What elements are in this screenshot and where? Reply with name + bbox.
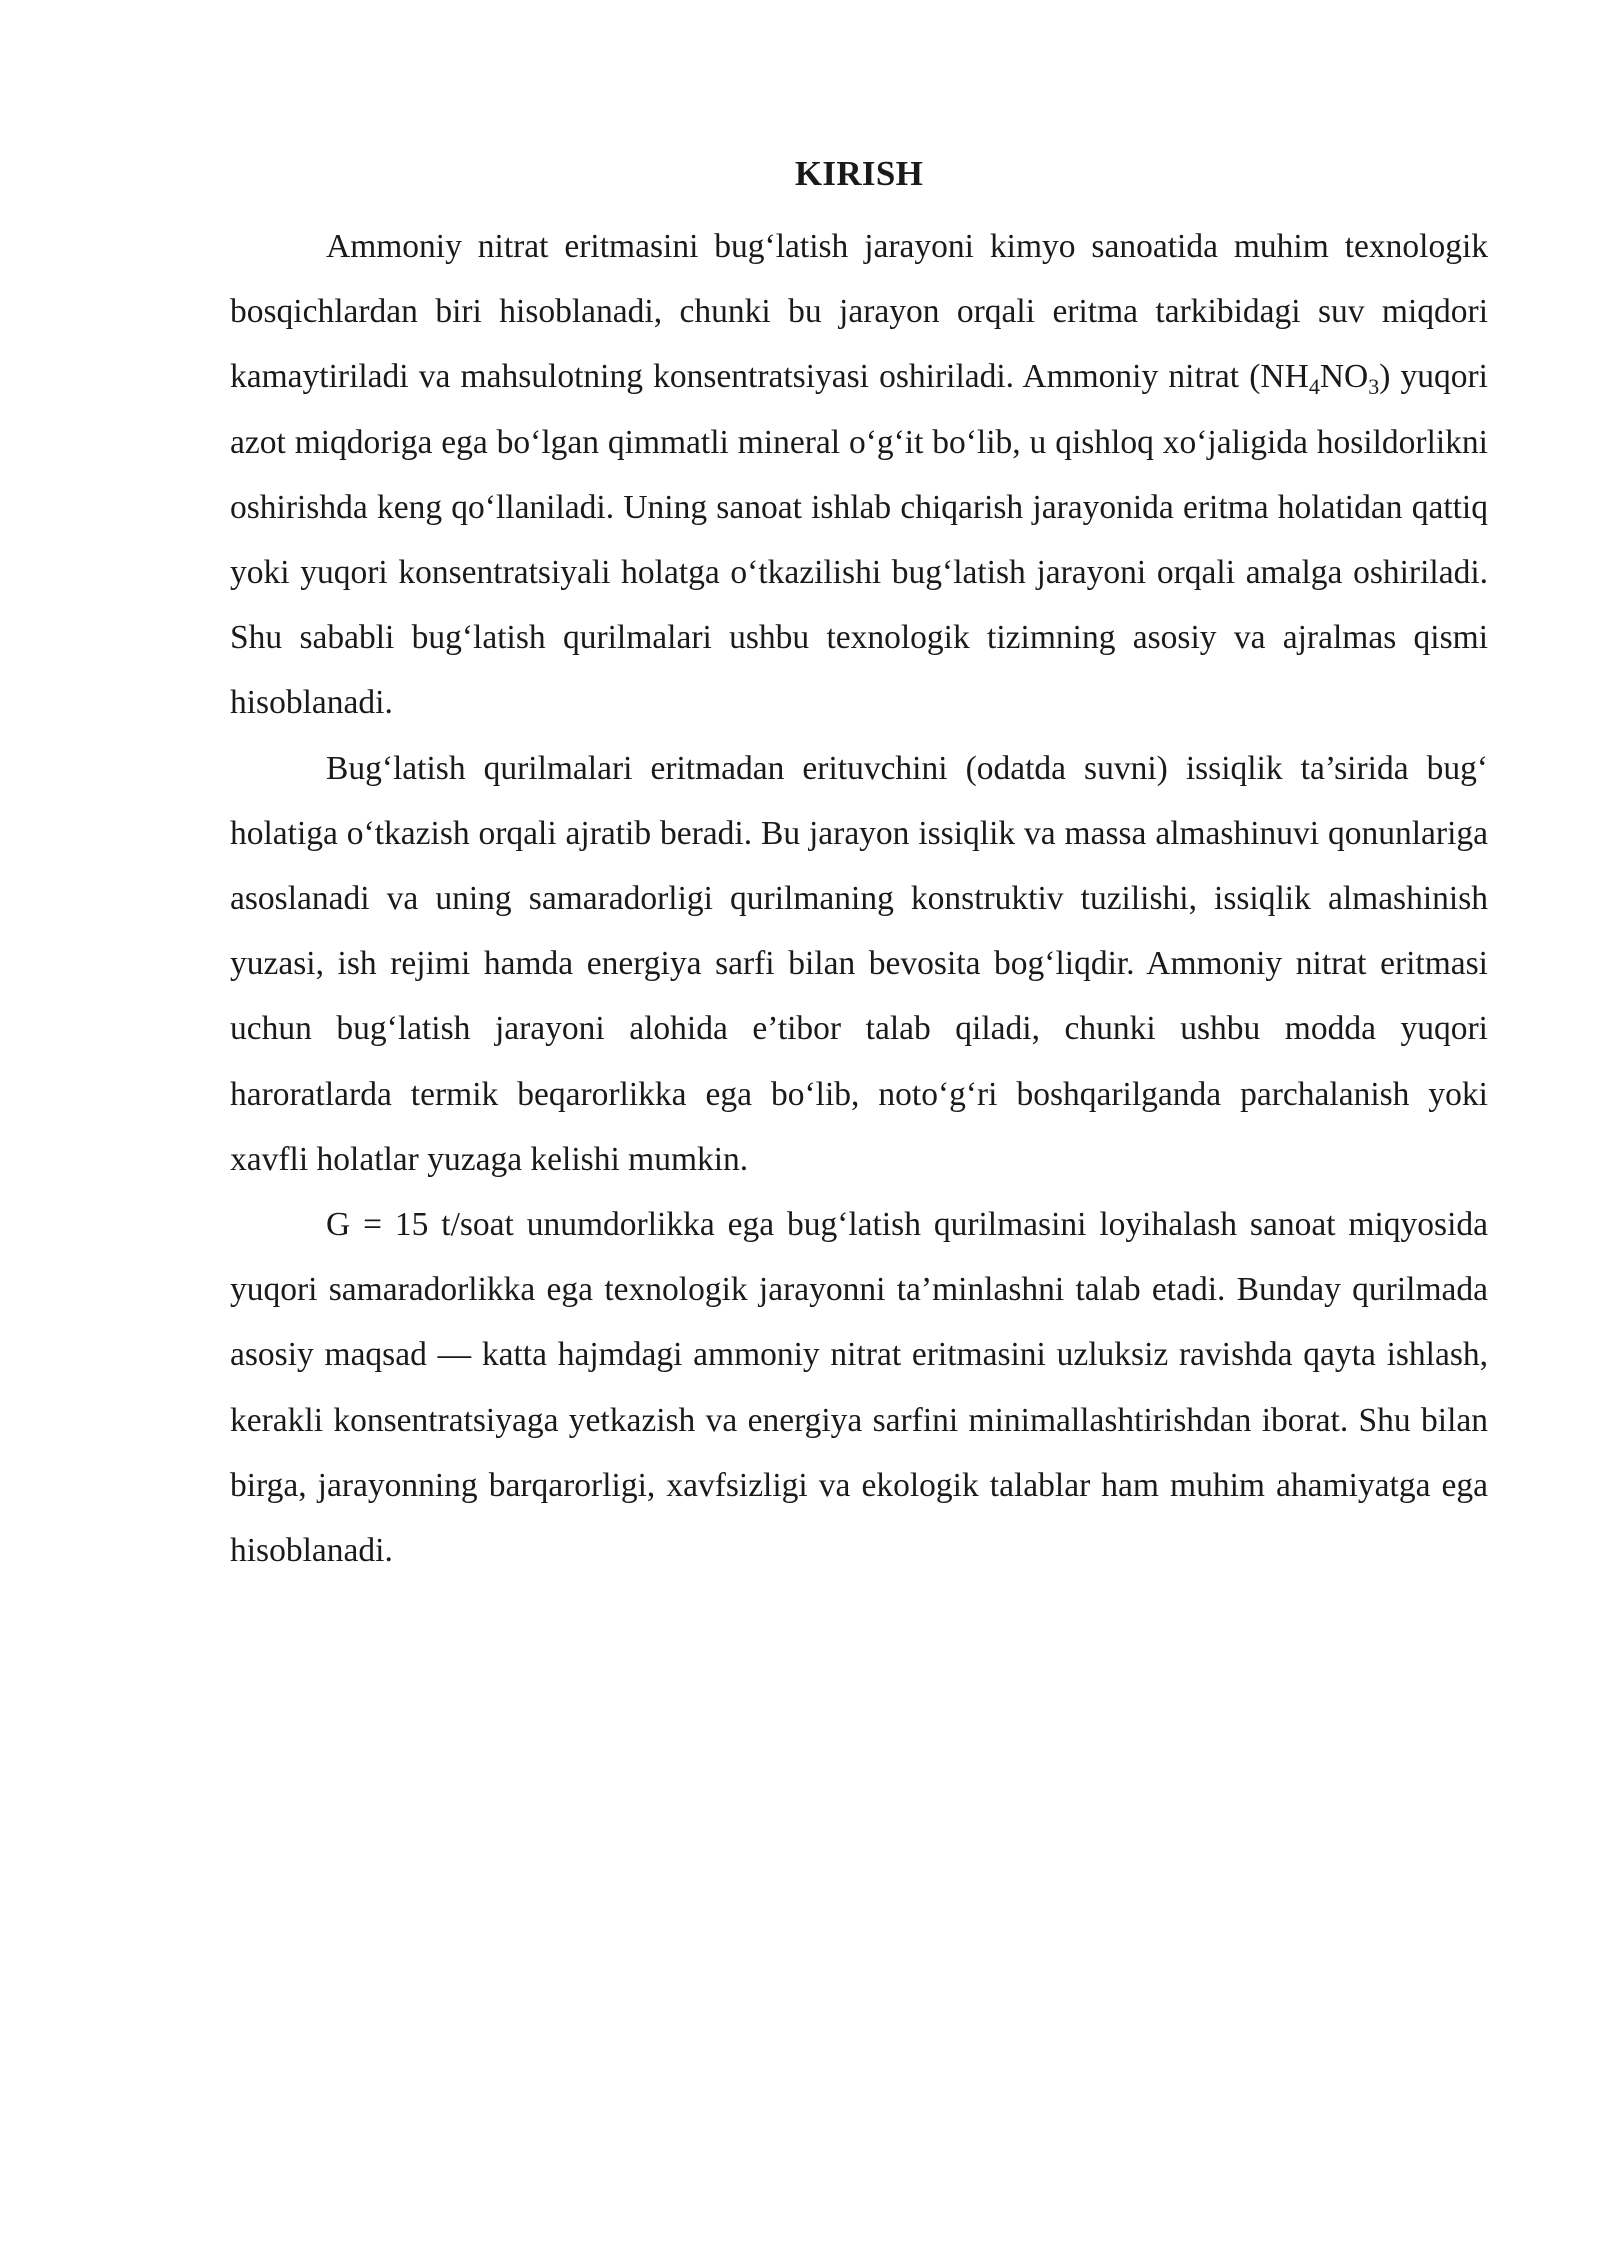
formula-subscript-4: 4 xyxy=(1308,374,1320,400)
document-page xyxy=(230,150,1488,1583)
paragraph-2: Bug‘latish qurilmalari eritmadan erituvchini (odatda suvni) issiqlik ta’sirida bug‘ holatiga o‘tkazish orqali ajratib beradi. Bu jarayon issiqlik va massa almashinuvi qonunlariga asoslanadi va uning samaradorligi qurilmaning konstruktiv tuzilishi, issiqlik almashinish yuzasi, ish rejimi hamda energiya sarfi bilan bevosita bog‘liqdir. Ammoniy nitrat eritmasi uchun bug‘latish jarayoni alohida e’tibor talab qiladi, chunki ushbu modda yuqori haroratlarda termik beqarorlikka ega bo‘lib, noto‘g‘ri boshqarilganda parchalanish yoki xavfli holatlar yuzaga kelishi mumkin. xyxy=(230,749,1488,1178)
paragraph-1 xyxy=(230,214,1488,736)
paragraph-3: G = 15 t/soat unumdorlikka ega bug‘latish qurilmasini loyihalash sanoat miqyosida yuqori samaradorlikka ega texnologik jarayonni ta’minlashni talab etadi. Bunday qurilmada asosiy maqsad — katta hajmdagi ammoniy nitrat eritmasini uzluksiz ravishda qayta ishlash, kerakli konsentratsiyaga yetkazish va energiya sarfini minimallashtirishdan iborat. Shu bilan birga, jarayonning barqarorligi, xavfsizligi va ekologik talablar ham muhim ahamiyatga ega hisoblanadi. xyxy=(230,1206,1488,1570)
paragraph-1-text-before-formula: Ammoniy nitrat eritmasini bug‘latish jarayoni kimyo sanoatida muhim texnologik bosqichlardan biri hisoblanadi, chunki bu jarayon orqali eritma tarkibidagi suv miqdori kamaytiriladi va mahsulotning konsentratsiyasi oshiriladi. Ammoniy nitrat (NH xyxy=(230,228,1488,396)
paragraph-1-text-after-formula: ) yuqori azot miqdoriga ega bo‘lgan qimmatli mineral o‘g‘it bo‘lib, u qishloq xo‘jaligida hosildorlikni oshirishda keng qo‘llaniladi. Uning sanoat ishlab chiqarish jarayonida eritma holatidan qattiq yoki yuqori konsentratsiyali holatga o‘tkazilishi bug‘latish jarayoni orqali amalga oshiriladi. Shu sababli bug‘latish qurilmalari ushbu texnologik tizimning asosiy va ajralmas qismi hisoblanadi. xyxy=(230,358,1488,722)
page-title: KIRISH xyxy=(794,154,924,193)
formula-mid: NO xyxy=(1319,358,1369,396)
formula-subscript-3: 3 xyxy=(1368,374,1380,400)
